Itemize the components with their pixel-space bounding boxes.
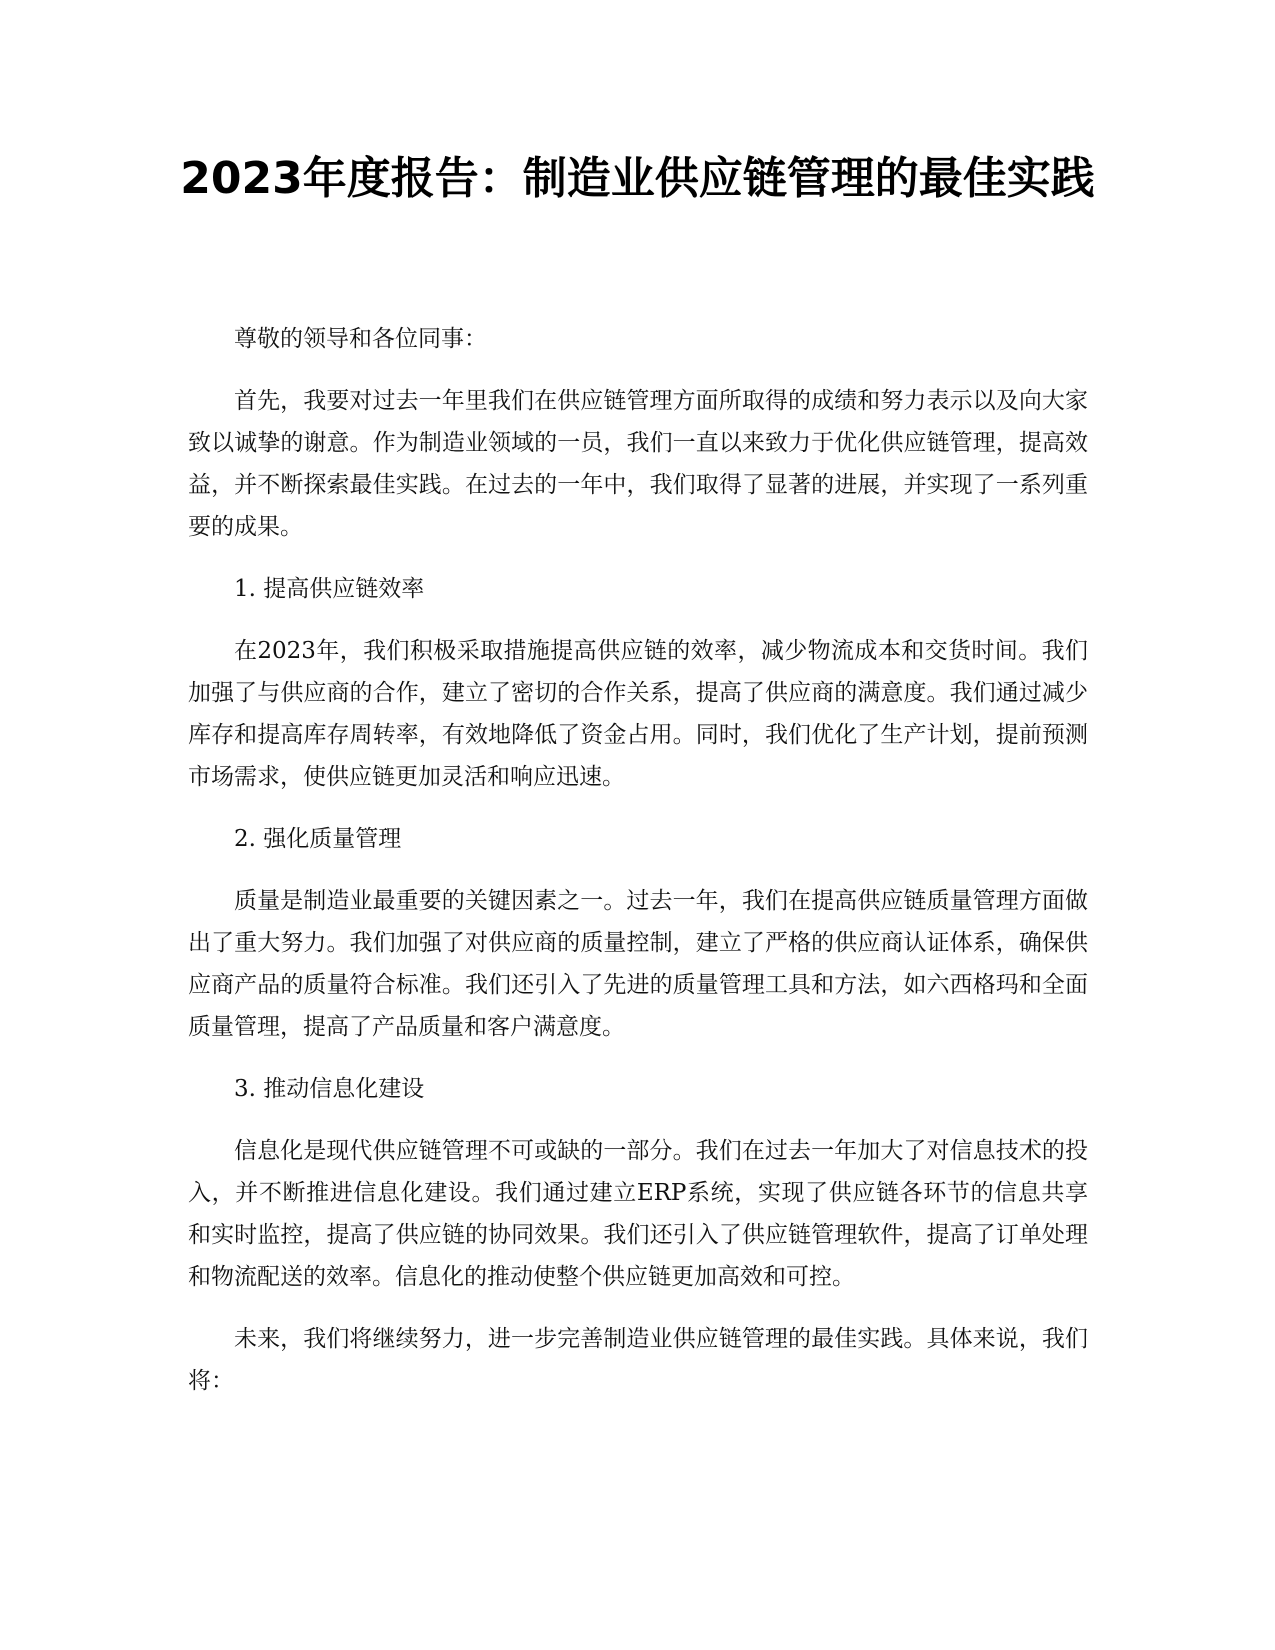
greeting-paragraph: 尊敬的领导和各位同事： [234, 326, 487, 352]
section-heading-efficiency: 1. 提高供应链效率 [234, 576, 425, 602]
closing-paragraph: 未来，我们将继续努力，进一步完善制造业供应链管理的最佳实践。具体来说，我们将： [188, 1326, 1088, 1394]
section-heading-quality: 2. 强化质量管理 [234, 826, 402, 852]
section-heading-informatization: 3. 推动信息化建设 [234, 1076, 425, 1102]
section-body-informatization: 信息化是现代供应链管理不可或缺的一部分。我们在过去一年加大了对信息技术的投入，并不断推进信息化建设。我们通过建立ERP系统，实现了供应链各环节的信息共享和实时监控，提高了供应链的协同效果。我们还引入了供应链管理软件，提高了订单处理和物流配送的效率。信息化的推动使整个供应链更加高效和可控。 [188, 1138, 1088, 1290]
document-title: 2023年度报告：制造业供应链管理的最佳实践 [180, 153, 1095, 204]
intro-paragraph: 首先，我要对过去一年里我们在供应链管理方面所取得的成绩和努力表示以及向大家致以诚挚的谢意。作为制造业领域的一员，我们一直以来致力于优化供应链管理，提高效益，并不断探索最佳实践。在过去的一年中，我们取得了显著的进展，并实现了一系列重要的成果。 [188, 388, 1088, 540]
document-body [188, 318, 1088, 1422]
section-body-efficiency: 在2023年，我们积极采取措施提高供应链的效率，减少物流成本和交货时间。我们加强了与供应商的合作，建立了密切的合作关系，提高了供应商的满意度。我们通过减少库存和提高库存周转率，有效地降低了资金占用。同时，我们优化了生产计划，提前预测市场需求，使供应链更加灵活和响应迅速。 [188, 638, 1088, 790]
section-body-quality: 质量是制造业最重要的关键因素之一。过去一年，我们在提高供应链质量管理方面做出了重大努力。我们加强了对供应商的质量控制，建立了严格的供应商认证体系，确保供应商产品的质量符合标准。我们还引入了先进的质量管理工具和方法，如六西格玛和全面质量管理，提高了产品质量和客户满意度。 [188, 888, 1088, 1040]
